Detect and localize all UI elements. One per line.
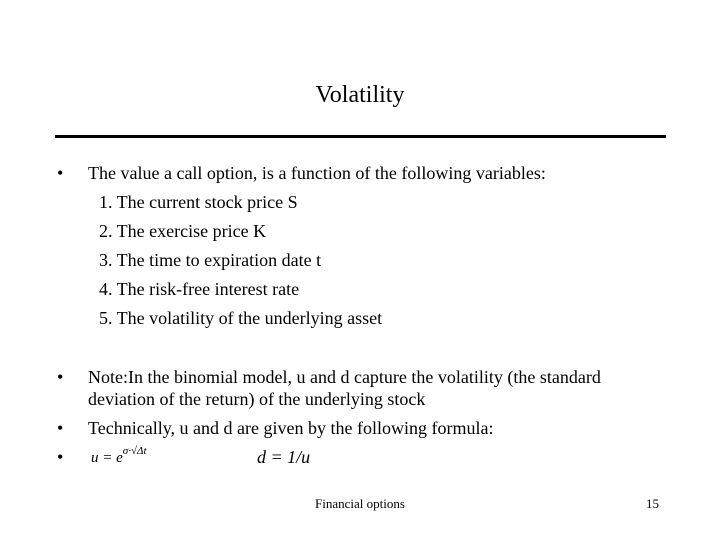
- formula-d: d = 1/u: [257, 447, 311, 467]
- page-number: 15: [646, 496, 659, 511]
- bullet-marker: •: [57, 418, 64, 438]
- variable-item: 2. The exercise price K: [99, 221, 267, 241]
- technically-text: Technically, u and d are given by the following formula:: [88, 418, 494, 438]
- intro-text: The value a call option, is a function of the following variables:: [88, 163, 546, 183]
- bullet-marker: •: [57, 163, 64, 183]
- bullet-marker: •: [57, 367, 64, 387]
- slide-title: Volatility: [315, 82, 405, 108]
- title-divider: [55, 135, 666, 138]
- variable-item: 5. The volatility of the underlying asset: [99, 308, 383, 328]
- variable-item: 3. The time to expiration date t: [99, 250, 322, 270]
- formula-u-base: u = e: [91, 450, 123, 466]
- footer-title: Financial options: [315, 496, 405, 511]
- formula-u: [91, 445, 147, 468]
- note-text: Note:In the binomial model, u and d capture the volatility (the standard deviation of the return) of the underlying stock: [88, 367, 601, 409]
- variable-item: 1. The current stock price S: [99, 192, 298, 212]
- formula-u-exponent: σ·√Δt: [122, 445, 147, 457]
- bullet-marker: •: [57, 447, 64, 467]
- variable-item: 4. The risk-free interest rate: [99, 279, 300, 299]
